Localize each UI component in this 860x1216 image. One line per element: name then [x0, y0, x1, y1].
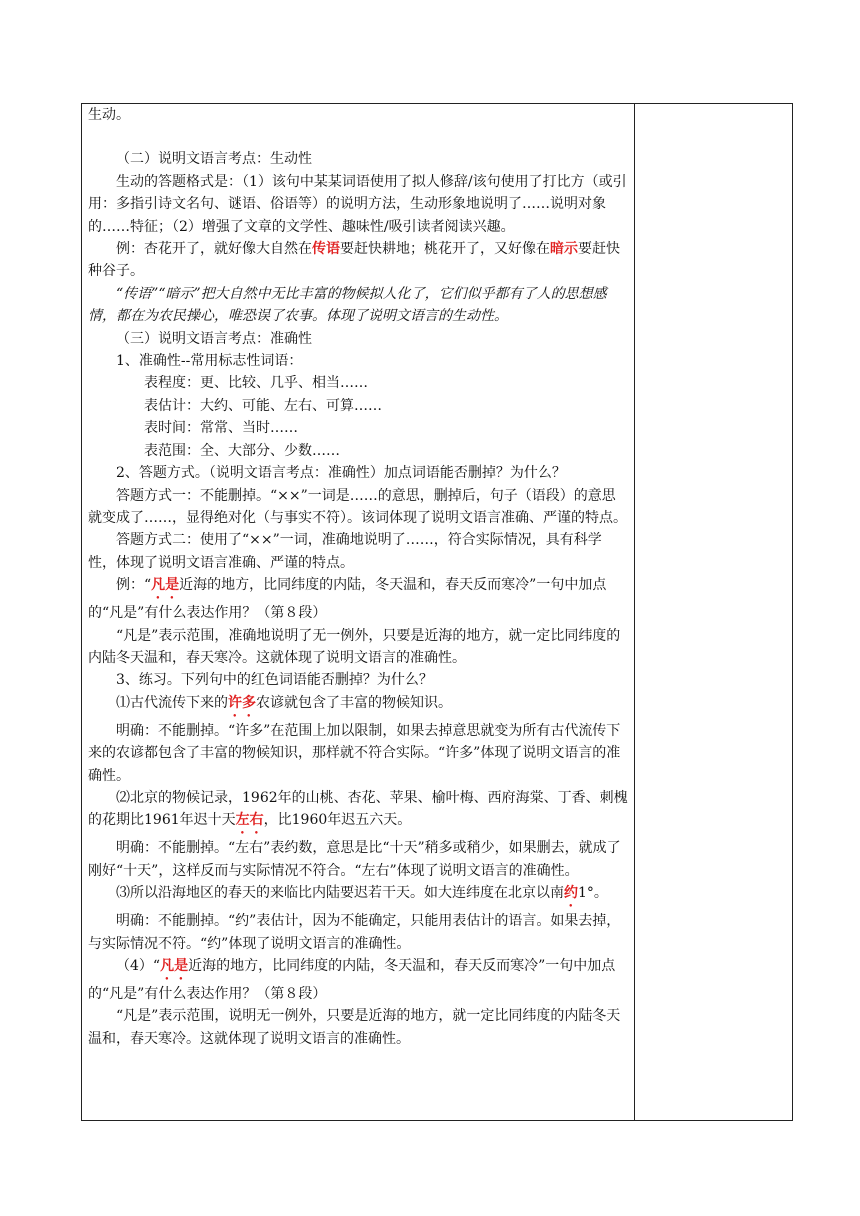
list-item: 表估计：大约、可能、左右、可算…… — [144, 397, 382, 414]
text: 近海的地方，比同纬度的内陆，冬天温和，春天反而寒冷”一句中加点的“凡是”有什么表达作用？（第８段） — [88, 577, 607, 622]
text: 1°。 — [578, 885, 608, 902]
paragraph: 生动的答题格式是：（1）该句中某某词语使用了拟人修辞/该句使用了打比方（或引用：多指引诗文名句、谜语、俗语等）的说明方法，生动形象地说明了……说明对象的……特征；（2）增强了文章的文学性、趣味性/吸引读者阅读兴趣。 — [88, 173, 627, 235]
main-cell — [88, 104, 628, 1118]
answer-paragraph: 明确：不能删掉。“左右”表约数，意思是比“十天”稍多或稍少，如果删去，就成了刚好“十天”，这样反而与实际情况不符合。“左右”体现了说明文语言的准确性。 — [88, 840, 621, 879]
answer-paragraph: 明确：不能删掉。“约”表估计，因为不能确定，只能用表估计的语言。如果去掉，与实际情况不符。“约”体现了说明文语言的准确性。 — [88, 913, 621, 952]
answer-paragraph: “凡是”表示范围，说明无一例外，只要是近海的地方，就一定比同纬度的内陆冬天温和，春天寒冷。这就体现了说明文语言的准确性。 — [88, 1008, 621, 1047]
dotted-word: 凡是 — [160, 958, 189, 974]
text: 例：杏花开了，就好像大自然在 — [116, 241, 312, 258]
analysis-paragraph: “传语”“暗示”把大自然中无比丰富的物候拟人化了，它们似乎都有了人的思想感情，都在为农民操心，唯恐误了农事。体现了说明文语言的生动性。 — [88, 285, 607, 325]
exercise-item — [88, 692, 628, 720]
dotted-word: 许多 — [228, 694, 256, 711]
text: 例：“ — [116, 577, 152, 594]
text: ⑶所以沿海地区的春天的来临比内陆要迟若干天。如大连纬度在北京以南 — [116, 885, 564, 902]
paragraph: 1、准确性--常用标志性词语： — [116, 353, 303, 370]
paragraph: 2、答题方式。（说明文语言考点：准确性）加点词语能否删掉？为什么？ — [116, 465, 566, 482]
highlight-word: 传语 — [312, 241, 340, 258]
example-paragraph — [88, 238, 628, 283]
section-heading: （三）说明文语言考点：准确性 — [116, 330, 312, 347]
dotted-word: 左右 — [235, 812, 264, 829]
dotted-word: 约 — [564, 885, 578, 902]
exercise-item — [88, 787, 628, 837]
example-paragraph — [88, 574, 628, 624]
list-item: 表时间：常常、当时…… — [144, 420, 298, 437]
exercise-item — [88, 955, 628, 1005]
text: 近海的地方，比同纬度的内陆，冬天温和，春天反而寒冷”一句中加点的“凡是”有什么表达作用？（第８段） — [88, 958, 616, 1002]
dotted-word: 凡是 — [151, 577, 180, 594]
paragraph: “凡是”表示范围，准确地说明了无一例外，只要是近海的地方，就一定比同纬度的内陆冬天温和，春天寒冷。这就体现了说明文语言的准确性。 — [88, 627, 621, 666]
list-item: 表程度：更、比较、几乎、相当…… — [144, 375, 368, 392]
text: ⑵北京的物候记录，1962年的山桃、杏花、苹果、榆叶梅、西府海棠、丁香、刺槐的花期比1961年迟十天 — [88, 789, 628, 829]
column-divider — [634, 103, 635, 1121]
text: ⑴古代流传下来的 — [116, 694, 228, 711]
exercise-item — [88, 882, 628, 910]
paragraph: 答题方式一：不能删掉。“××”一词是……的意思，删掉后，句子（语段）的意思就变成了……，显得绝对化（与事实不符）。该词体现了说明文语言准确、严谨的特点。 — [88, 487, 627, 526]
highlight-word: 暗示 — [550, 241, 578, 258]
text: 要赶快耕地；桃花开了，又好像在 — [340, 241, 550, 258]
answer-paragraph: 明确：不能删掉。“许多”在范围上加以限制，如果去掉意思就变为所有古代流传下来的农谚都包含了丰富的物候知识，那样就不符合实际。“许多”体现了说明文语言的准确性。 — [88, 722, 621, 784]
list-item: 表范围：全、大部分、少数…… — [144, 442, 340, 459]
text: 农谚就包含了丰富的物候知识。 — [256, 694, 452, 711]
text: ，比1960年迟五六天。 — [263, 812, 412, 829]
paragraph: 3、练习。下列句中的红色词语能否删掉？为什么？ — [116, 672, 433, 689]
paragraph: 答题方式二：使用了“××”一词，准确地说明了……，符合实际情况，具有科学性，体现了说明文语言准确、严谨的特点。 — [88, 532, 602, 571]
section-heading: （二）说明文语言考点：生动性 — [116, 151, 312, 168]
text: （4）“ — [116, 958, 161, 974]
paragraph: 生动。 — [88, 107, 130, 123]
blank-line — [88, 126, 628, 148]
text: 要赶快种谷子。 — [88, 241, 620, 280]
